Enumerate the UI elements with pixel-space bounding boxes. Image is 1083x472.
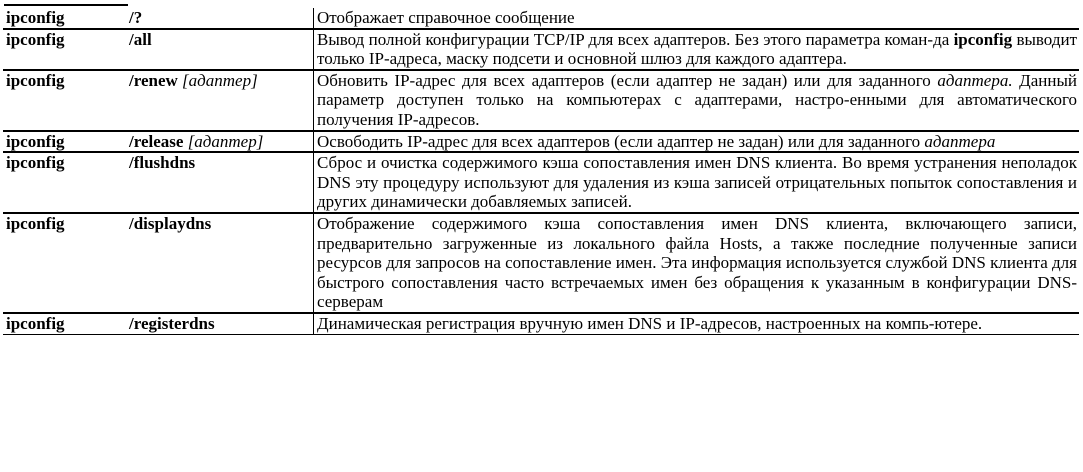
table-row (3, 152, 1079, 213)
description-text: Отображает справочное сообщение (317, 8, 575, 27)
parameter-name: /registerdns (129, 313, 215, 333)
table-row (3, 8, 1079, 29)
description-text: Данный параметр доступен только на компьютерах с адаптерами, настро-енными для автоматического получения IP-адресов. (317, 70, 1077, 129)
parameter-cell (126, 29, 314, 70)
table-row (3, 213, 1079, 313)
description-text: Освободить IP-адрес для всех адаптеров (если адаптер не задан) или для заданного (317, 131, 925, 151)
parameter-name: /flushdns (129, 153, 196, 173)
description-cell (314, 8, 1080, 29)
description-cell (314, 29, 1080, 70)
description-cell (314, 131, 1080, 153)
parameter-cell (126, 70, 314, 131)
parameter-cell (126, 152, 314, 213)
parameter-argument: [адаптер] (182, 70, 258, 90)
description-text: Сброс и очистка содержимого кэша сопоставления имен DNS клиента. Во время устранения неполадок DNS эту процедуру используют для удаления из кэша записей отрицательных попыток сопоставления и других динамически добавляемых записей. (317, 153, 1077, 212)
description-cell (314, 313, 1080, 334)
parameter-name: /? (129, 8, 143, 27)
description-text: Обновить IP-адрес для всех адаптеров (если адаптер не задан) или для заданного (317, 70, 938, 90)
description-text: адаптера. (937, 70, 1013, 90)
table-body (3, 8, 1079, 334)
command-cell: ipconfig (3, 8, 126, 29)
command-cell: ipconfig (3, 29, 126, 70)
parameter-name: /all (129, 29, 152, 49)
top-rule (4, 4, 128, 6)
parameter-argument: [адаптер] (187, 131, 264, 151)
description-text: адаптера (924, 131, 996, 151)
command-cell: ipconfig (3, 70, 126, 131)
command-cell: ipconfig (3, 313, 126, 334)
description-text: выводит только IP-адреса, маску подсети и основной шлюз для каждого адаптера. (317, 29, 1077, 69)
command-cell: ipconfig (3, 213, 126, 313)
table-row (3, 313, 1079, 334)
parameter-cell (126, 313, 314, 334)
command-cell: ipconfig (3, 131, 126, 153)
table-row (3, 70, 1079, 131)
description-text: Вывод полной конфигурации TCP/IP для всех адаптеров. Без этого параметра коман-да (317, 29, 954, 49)
description-cell (314, 213, 1080, 313)
parameter-cell (126, 8, 314, 29)
description-cell (314, 152, 1080, 213)
parameter-name: /renew (129, 70, 178, 90)
parameter-name: /displaydns (129, 213, 212, 233)
description-cell (314, 70, 1080, 131)
table-row (3, 29, 1079, 70)
parameter-cell (126, 213, 314, 313)
parameter-name: /release (129, 131, 184, 151)
command-cell: ipconfig (3, 152, 126, 213)
description-text: ipconfig (953, 29, 1013, 49)
description-text: Отображение содержимого кэша сопоставления имен DNS клиента, включающего записи, предварительно загруженные из локального файла Hosts, а также последние полученные записи ресурсов для запросов на сопоставление имен. Эта информация используется службой DNS клиента для быстрого сопоставления часто встречаемых имен без обращения к указанным в конфигурации DNS-серверам (317, 213, 1077, 312)
parameter-cell (126, 131, 314, 153)
ipconfig-parameters-table (3, 8, 1079, 335)
description-text: Динамическая регистрация вручную имен DNS и IP-адресов, настроенных на компь-ютере. (317, 313, 983, 333)
table-row (3, 131, 1079, 153)
